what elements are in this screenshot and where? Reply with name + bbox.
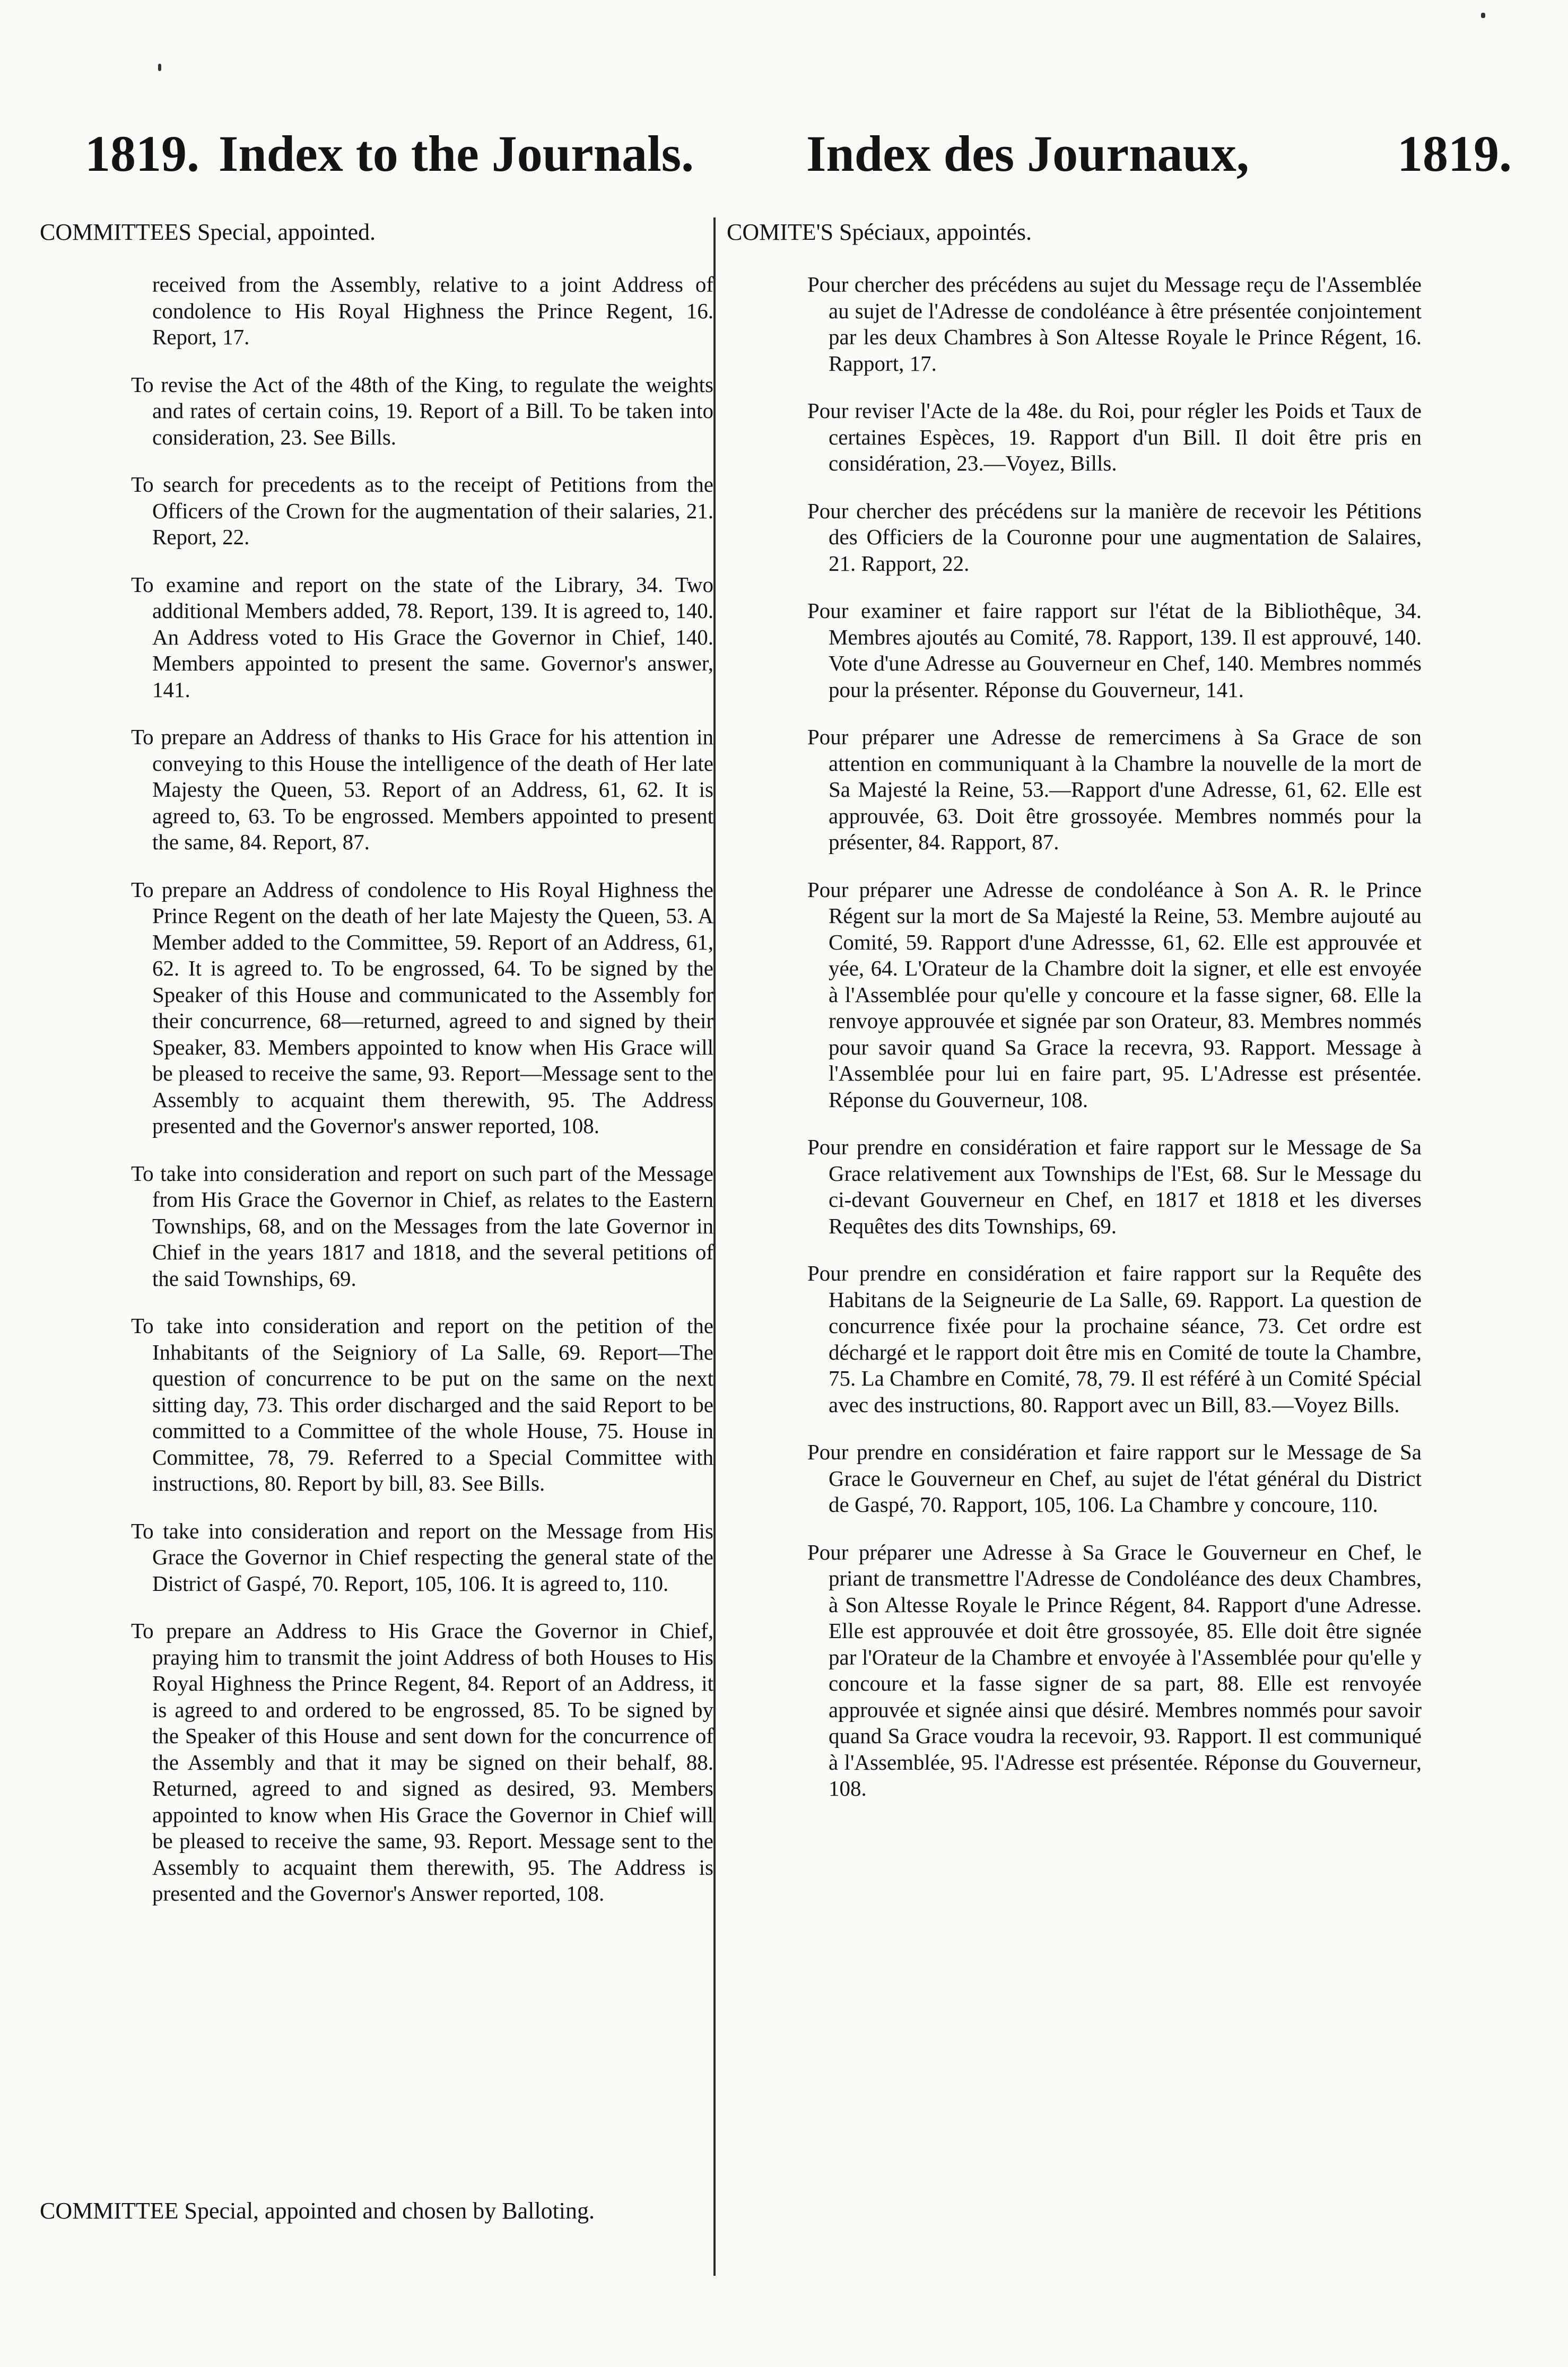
index-entry: Pour prendre en considération et faire rapport sur le Message de Sa Grace le Gouverneur en Chef, au sujet de l'état général du District de Gaspé, 70. Rapport, 105, 106. La Chambre y concoure, 110. [807, 1440, 1422, 1517]
index-entry: To take into consideration and report on such part of the Message from His Grace the Governor in Chief, as relates to the Eastern Townships, 68, and on the Messages from the late Governor in Chief in the years 1817 and 1818, and the several petitions of the said Townships, 69. [131, 1161, 713, 1291]
index-entry: Pour chercher des précédens au sujet du Message reçu de l'Assemblée au sujet de l'Adresse de condoléance à être présentée conjointement par les deux Chambres à Son Altesse Royale le Prince Régent, 16. Rapport, 17. [807, 272, 1422, 376]
index-entry: Pour chercher des précédens sur la manière de recevoir les Pétitions des Officiers de la Couronne pour une augmentation de Salaires, 21. Rapport, 22. [807, 498, 1422, 576]
running-head-french [806, 119, 1512, 188]
index-entry: To revise the Act of the 48th of the King, to regulate the weights and rates of certain coins, 19. Report of a Bill. To be taken into consideration, 23. See Bills. [131, 372, 713, 449]
header-year-left: 1819. [85, 125, 199, 182]
index-entry: Pour prendre en considération et faire rapport sur la Requête des Habitans de la Seigneurie de La Salle, 69. Rapport. La question de concurrence fixée pour la prochaine séance, 73. Cet ordre est déchargé et le rapport doit être mis en Comité de toute la Chambre, 75. La Chambre en Comité, 78, 79. Il est référé à un Comité Spécial avec des instructions, 80. Rapport avec un Bill, 83.—Voyez Bills. [807, 1261, 1422, 1417]
index-entry: To prepare an Address to His Grace the Governor in Chief, praying him to transmit the joint Address of both Houses to His Royal Highness the Prince Regent, 84. Report of an Address, it is agreed to and ordered to be engrossed, 85. To be signed by the Speaker of this House and sent down for the concurrence of the Assembly and that it may be signed on their behalf, 88. Returned, agreed to and signed as desired, 93. Members appointed to know when His Grace the Governor in Chief will be pleased to receive the same, 93. Report. Message sent to the Assembly to acquaint them therewith, 95. The Address is presented and the Governor's Answer reported, 108. [131, 1618, 713, 1905]
french-column [727, 217, 1422, 1823]
index-entry: Pour préparer une Adresse à Sa Grace le Gouverneur en Chef, le priant de transmettre l'Adresse de Condoléance des deux Chambres, à Son Altesse Royale le Prince Régent, 84. Rapport d'une Adresse. Elle est approuvée et doit être grossoyée, 85. Elle doit être signée par l'Orateur de la Chambre et envoyée à l'Assemblée pour qu'elle y concoure et la fasse signer de sa part, 88. Elle est renvoyée approuvée et signée ainsi que désiré. Membres nommés pour savoir quand Sa Grace voudra la recevoir, 93. Rapport. Il est communiqué à l'Assemblée, 95. l'Adresse est présentée. Réponse du Gouverneur, 108. [807, 1539, 1422, 1800]
header-year-right: 1819. [1397, 125, 1512, 182]
index-entry: To prepare an Address of thanks to His Grace for his attention in conveying to this House the intelligence of the death of Her late Majesty the Queen, 53. Report of an Address, 61, 62. It is agreed to, 63. To be engrossed. Members appointed to present the same, 84. Report, 87. [131, 725, 713, 854]
index-entry: Pour préparer une Adresse de condoléance à Son A. R. le Prince Régent sur la mort de Sa Majesté la Reine, 53. Membre aujouté au Comité, 59. Rapport d'une Adressse, 61, 62. Elle est approuvée et yée, 64. L'Orateur de la Chambre doit la signer, et elle est envoyée à l'Assemblée pour qu'elle y concoure et la fasse signer, 68. Elle la renvoye approuvée et signée par son Orateur, 83. Membres nommés pour savoir quand Sa Grace la recevra, 93. Rapport. Message à l'Assemblée pour lui en faire part, 95. L'Adresse est présentée. Réponse du Gouverneur, 108. [807, 877, 1422, 1112]
index-entry: To examine and report on the state of the Library, 34. Two additional Members added, 78. Report, 139. It is agreed to, 140. An Address voted to His Grace the Governor in Chief, 140. Members appointed to present the same. Governor's answer, 141. [131, 572, 713, 702]
index-entry: To search for precedents as to the receipt of Petitions from the Officers of the Crown for the augmentation of their salaries, 21. Report, 22. [131, 472, 713, 549]
section-heading-balloting: COMMITTEE Special, appointed and chosen by Balloting. [40, 2198, 595, 2224]
header-title-left: Index to the Journals. [219, 125, 694, 182]
index-entry: To take into consideration and report on the petition of the Inhabitants of the Seigniory of La Salle, 69. Report—The question of concurrence to be put on the same on the next sitting day, 73. This order discharged and the said Report to be committed to a Committee of the whole House, 75. House in Committee, 78, 79. Referred to a Special Committee with instructions, 80. Report by bill, 83. See Bills. [131, 1313, 713, 1495]
english-column [40, 217, 724, 1928]
index-entry: Pour reviser l'Acte de la 48e. du Roi, pour régler les Poids et Taux de certaines Espèces, 19. Rapport d'un Bill. Il doit être pris en considération, 23.—Voyez, Bills. [807, 398, 1422, 475]
index-entry: Pour prendre en considération et faire rapport sur le Message de Sa Grace relativement aux Townships de l'Est, 68. Sur le Message du ci-devant Gouverneur en Chef, en 1817 et 1818 et les diverses Requêtes des dits Townships, 69. [807, 1135, 1422, 1238]
print-speck [158, 64, 161, 71]
section-heading-english: COMMITTEES Special, appointed. [40, 219, 376, 245]
index-entry: To take into consideration and report on the Message from His Grace the Governor in Chief respecting the general state of the District of Gaspé, 70. Report, 105, 106. It is agreed to, 110. [131, 1518, 713, 1596]
index-entry: Pour préparer une Adresse de remercimens à Sa Grace de son attention en communiquant à la Chambre la nouvelle de la mort de Sa Majesté la Reine, 53.—Rapport d'une Adresse, 61, 62. Elle est approuvée, 63. Doit être grossoyée. Membres nommés pour la présenter, 84. Rapport, 87. [807, 725, 1422, 854]
index-entry: received from the Assembly, relative to a joint Address of condolence to His Royal Highness the Prince Regent, 16. Report, 17. [152, 272, 713, 349]
print-speck [1481, 13, 1485, 18]
index-entry: To prepare an Address of condolence to His Royal Highness the Prince Regent on the death of her late Majesty the Queen, 53. A Member added to the Committee, 59. Report of an Address, 61, 62. It is agreed to. To be engrossed, 64. To be signed by the Speaker of this House and communicated to the Assembly for their concurrence, 68—returned, agreed to and signed by their Speaker, 83. Members appointed to know when His Grace will be pleased to receive the same, 93. Report—Message sent to the Assembly to acquaint them therewith, 95. The Address presented and the Governor's answer reported, 108. [131, 877, 713, 1138]
index-entry: Pour examiner et faire rapport sur l'état de la Bibliothêque, 34. Membres ajoutés au Comité, 78. Rapport, 139. Il est approuvé, 140. Vote d'une Adresse au Gouverneur en Chef, 140. Membres nommés pour la présenter. Réponse du Gouverneur, 141. [807, 598, 1422, 702]
header-title-right: Index des Journaux, [806, 125, 1249, 182]
running-head-english [85, 119, 721, 188]
section-heading-french: COMITE'S Spéciaux, appointés. [727, 219, 1032, 245]
